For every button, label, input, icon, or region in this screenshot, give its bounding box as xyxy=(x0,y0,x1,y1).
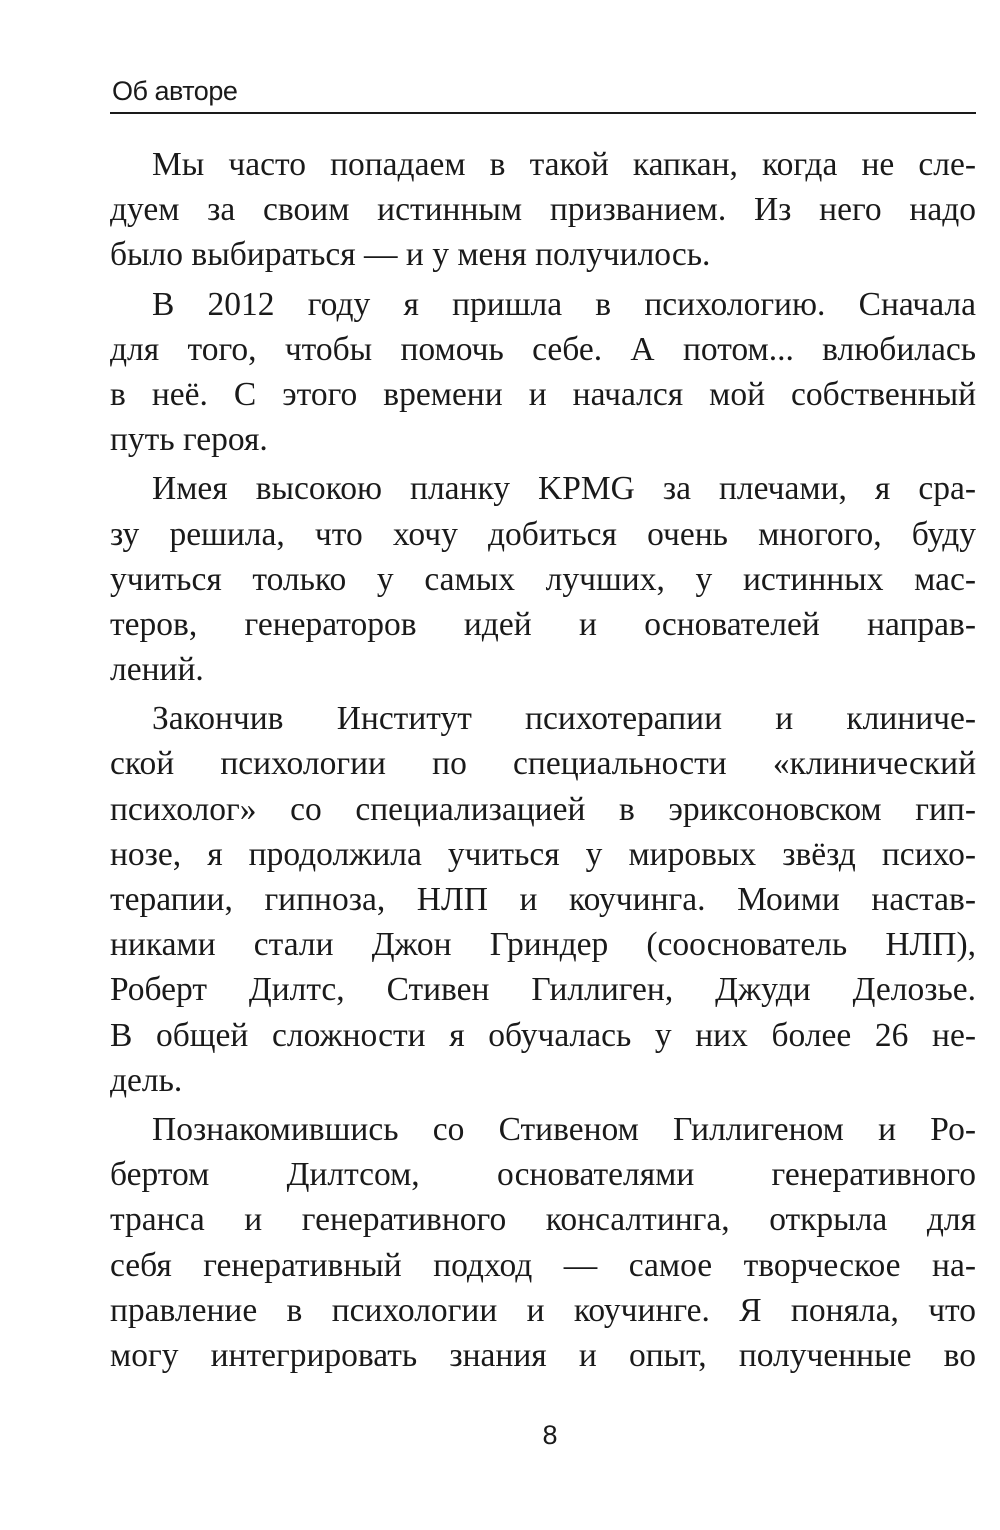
text-line: было выбираться — и у меня получилось. xyxy=(110,236,711,274)
text-line: Закончив Институт психотерапии и клиниче- xyxy=(152,700,976,738)
text-line: Имея высокою планку KPMG за плечами, я сра- xyxy=(152,470,976,508)
text-line: правление в психологии и коучинге. Я поняла, что xyxy=(110,1291,976,1329)
text-line: Роберт Дилтс, Стивен Гиллиген, Джуди Делозье. xyxy=(110,971,976,1009)
text-line: нозе, я продолжила учиться у мировых звёзд психо- xyxy=(110,835,976,873)
paragraph xyxy=(110,282,976,463)
header-rule xyxy=(110,112,976,114)
text-line: В общей сложности я обучалась у них более 26 не- xyxy=(110,1016,976,1054)
text-line: теров, генераторов идей и основателей направ- xyxy=(110,605,976,643)
text-line: путь героя. xyxy=(110,421,268,459)
text-line: никами стали Джон Гриндер (сооснователь НЛП), xyxy=(110,926,976,964)
text-line: лений. xyxy=(110,651,204,689)
text-line: ской психологии по специальности «клинический xyxy=(110,745,976,783)
text-line: дель. xyxy=(110,1061,183,1099)
text-line: терапии, гипноза, НЛП и коучинга. Моими настав- xyxy=(110,881,976,918)
paragraph xyxy=(110,696,976,1103)
paragraph xyxy=(110,1107,976,1378)
text-line: транса и генеративного консалтинга, открыла для xyxy=(110,1201,976,1239)
text-line: Мы часто попадаем в такой капкан, когда не сле- xyxy=(152,146,976,183)
paragraph xyxy=(110,142,976,278)
text-line: учиться только у самых лучших, у истинных мас- xyxy=(110,560,976,598)
text-line: психолог» со специализацией в эриксоновском гип- xyxy=(110,790,976,828)
text-line: для того, чтобы помочь себе. А потом... влюбилась xyxy=(110,330,976,368)
running-head-title: Об авторе xyxy=(112,76,238,106)
text-line: бертом Дилтсом, основателями генеративного xyxy=(110,1156,976,1194)
text-line: в неё. С этого времени и начался мой собственный xyxy=(110,375,976,413)
text-line: Познакомившись со Стивеном Гиллигеном и Ро- xyxy=(152,1110,976,1148)
text-line: В 2012 году я пришла в психологию. Сначала xyxy=(152,285,976,323)
text-line: могу интегрировать знания и опыт, полученные во xyxy=(110,1336,976,1374)
body-text xyxy=(110,142,976,1382)
text-line: себя генеративный подход — самое творческое на- xyxy=(110,1246,976,1284)
text-line: дуем за своим истинным призванием. Из него надо xyxy=(110,191,976,229)
text-line: зу решила, что хочу добиться очень многого, буду xyxy=(110,515,976,553)
page-number: 8 xyxy=(542,1420,558,1450)
paragraph xyxy=(110,466,976,692)
